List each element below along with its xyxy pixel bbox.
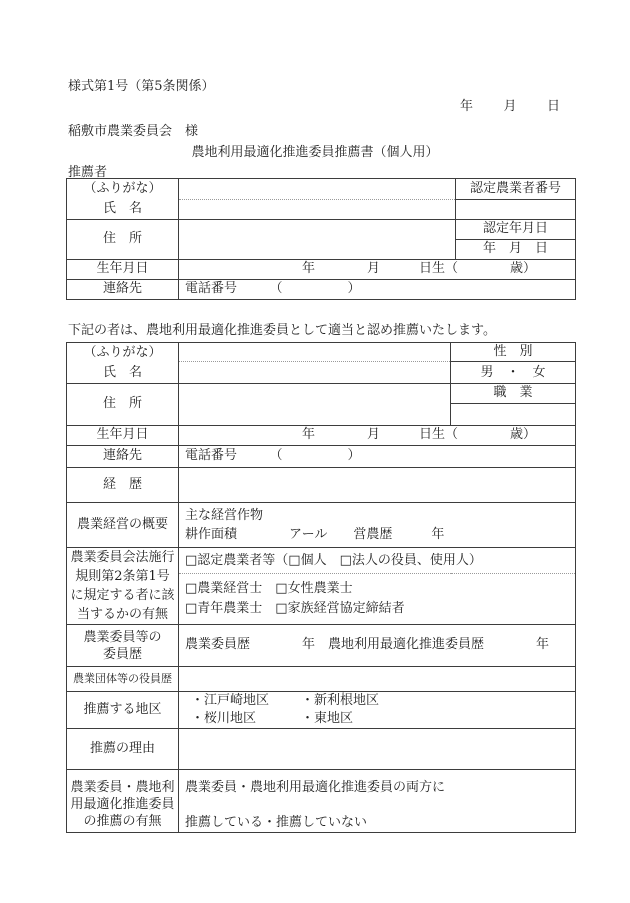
candidate-furigana-field	[179, 343, 451, 362]
candidate-career-field	[179, 468, 576, 503]
candidate-career-label: 経 歴	[67, 468, 179, 503]
committee-history-label-line1: 農業委員等の	[83, 629, 162, 645]
farm-summary-label: 農業経営の概要	[67, 503, 179, 548]
farm-summary-crops: 主な経営作物	[185, 508, 264, 523]
district-edosaki: ・江戸崎地区	[191, 693, 270, 708]
candidate-name-label: 氏 名	[102, 365, 142, 380]
recommender-certified-date-field: 年 月 日	[456, 240, 576, 260]
committee-history-label-cell	[67, 625, 179, 667]
org-history-label: 農業団体等の役員歴	[67, 667, 179, 692]
recommender-name-field	[179, 199, 456, 220]
dual-recommendation-field	[179, 770, 576, 833]
eligibility-checkbox-rows	[179, 574, 576, 625]
candidate-contact-field: 電話番号 （ ）	[179, 446, 576, 468]
recommender-certified-number-label: 認定農業者番号	[456, 179, 576, 200]
dual-line1: 農業委員・農地利用最適化推進委員の両方に	[185, 780, 446, 795]
eligibility-checkbox-row1: □認定農業者等（□個人 □法人の役員、使用人）	[179, 548, 576, 574]
district-azuma: ・東地区	[301, 711, 354, 726]
dual-label-line1: 農業委員・農地利	[70, 780, 175, 795]
candidate-birth-label: 生年月日	[67, 426, 179, 446]
date-day-label: 日	[546, 99, 560, 114]
addressee-line: 稲敷市農業委員会 様	[68, 124, 199, 139]
recommender-furigana-label: （ふりがな）	[83, 181, 162, 196]
eligibility-label-line3: に規定する者に該	[70, 588, 175, 603]
candidate-gender-label: 性 別	[451, 343, 576, 362]
eligibility-label-line1: 農業委員会法施行	[70, 550, 175, 565]
recommender-address-field	[179, 220, 456, 260]
candidate-occupation-field	[451, 404, 576, 426]
candidate-birth-field: 年 月 日生（ 歳）	[179, 426, 576, 446]
recommender-certified-number-field	[456, 199, 576, 220]
recommender-birth-label: 生年月日	[67, 260, 179, 280]
recommender-table	[66, 178, 576, 300]
candidate-furigana-label: （ふりがな）	[83, 345, 162, 360]
committee-history-label-line2: 委員歴	[102, 646, 142, 662]
district-sakuragawa: ・桜川地区	[191, 711, 257, 726]
recommender-name-label: 氏 名	[102, 201, 142, 216]
district-field	[179, 692, 576, 729]
candidate-contact-label: 連絡先	[67, 446, 179, 468]
candidate-address-field	[179, 384, 451, 426]
eligibility-checkbox-row3: □青年農業士 □家族経営協定締結者	[185, 601, 405, 617]
reason-field	[179, 729, 576, 770]
recommender-heading: 推薦者	[68, 165, 108, 180]
candidate-table	[66, 342, 576, 833]
eligibility-checkbox-row2: □農業経営士 □女性農業士	[185, 581, 353, 597]
dual-label-line3: の推薦の有無	[83, 814, 162, 829]
recommender-contact-field: 電話番号 （ ）	[179, 280, 576, 300]
dual-recommendation-label-cell	[67, 770, 179, 833]
candidate-address-label: 住 所	[67, 384, 179, 426]
dual-label-line2: 用最適化推進委員	[70, 797, 175, 812]
eligibility-label-line2: 規則第2条第1号	[75, 569, 170, 584]
committee-history-field: 農業委員歴 年 農地利用最適化推進委員歴 年	[179, 625, 576, 667]
eligibility-label-line4: 当するかの有無	[76, 607, 168, 622]
dual-line2: 推薦している・推薦していない	[185, 815, 368, 831]
date-year-label: 年	[460, 99, 474, 114]
eligibility-label-cell	[67, 548, 179, 625]
recommender-furigana-field	[179, 179, 456, 200]
recommender-birth-field: 年 月 日生（ 歳）	[179, 260, 576, 280]
org-history-field	[179, 667, 576, 692]
reason-label: 推薦の理由	[67, 729, 179, 770]
recommender-certified-date-label: 認定年月日	[456, 220, 576, 240]
form-title: 農地利用最適化推進委員推薦書（個人用）	[191, 145, 439, 160]
district-shintone: ・新利根地区	[301, 693, 380, 708]
recommender-address-label: 住 所	[67, 220, 179, 260]
district-label: 推薦する地区	[67, 692, 179, 729]
date-line	[460, 95, 560, 114]
farm-summary-area: 耕作面積 アール 営農歴 年	[185, 527, 445, 542]
candidate-name-label-cell	[67, 343, 179, 384]
candidate-name-field	[179, 362, 451, 384]
recommender-contact-label: 連絡先	[67, 280, 179, 300]
candidate-occupation-label: 職 業	[451, 384, 576, 404]
candidate-gender-options: 男 ・ 女	[451, 362, 576, 384]
farm-summary-field	[179, 503, 576, 548]
form-number: 様式第1号（第5条関係）	[68, 79, 215, 94]
date-month-label: 月	[503, 99, 517, 114]
intro-sentence: 下記の者は、農地利用最適化推進委員として適当と認め推薦いたします。	[68, 323, 496, 338]
recommender-name-label-cell	[67, 179, 179, 220]
